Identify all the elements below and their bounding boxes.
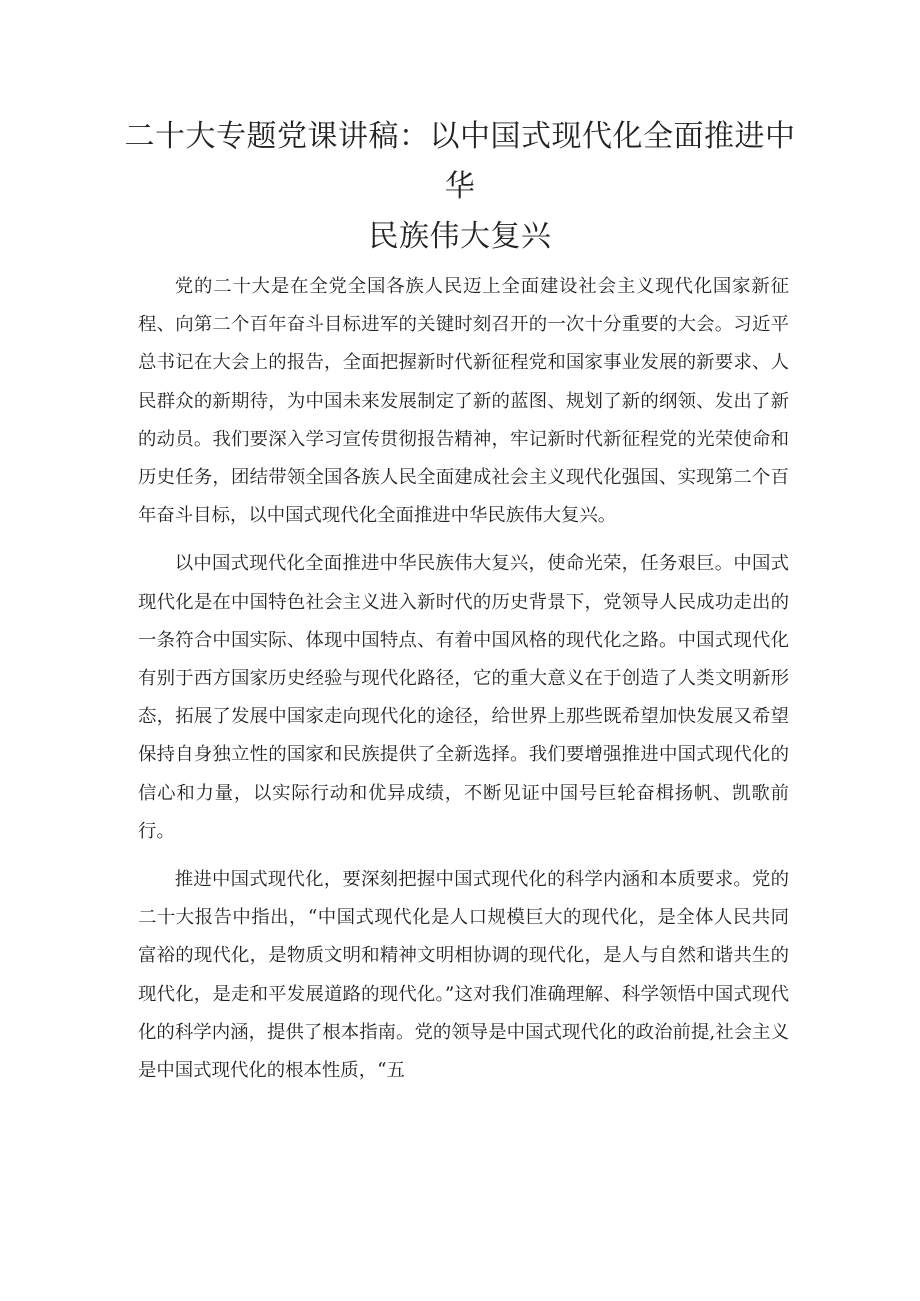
document-title (120, 112, 800, 262)
document-body (138, 268, 789, 1100)
paragraph-2: 以中国式现代化全面推进中华民族伟大复兴，使命光荣，任务艰巨。中国式现代化是在中国特色社会主义进入新时代的历史背景下，党领导人民成功走出的一条符合中国实际、体现中国特点、有着中国风格的现代化之路。中国式现代化有别于西方国家历史经验与现代化路径，它的重大意义在于创造了人类文明新形态，拓展了发展中国家走向现代化的途径，给世界上那些既希望加快发展又希望保持自身独立性的国家和民族提供了全新选择。我们要增强推进中国式现代化的信心和力量，以实际行动和优异成绩，不断见证中国号巨轮奋楫扬帆、凯歌前行。 (138, 553, 789, 842)
title-line-1: 二十大专题党课讲稿：以中国式现代化全面推进中华 (124, 119, 796, 204)
paragraph-3: 推进中国式现代化，要深刻把握中国式现代化的科学内涵和本质要求。党的二十大报告中指出，“中国式现代化是人口规模巨大的现代化，是全体人民共同富裕的现代化，是物质文明和精神文明相协调的现代化，是人与自然和谐共生的现代化，是走和平发展道路的现代化。”这对我们准确理解、科学领悟中国式现代化的科学内涵，提供了根本指南。党的领导是中国式现代化的政治前提,社会主义是中国式现代化的根本性质，“五 (138, 869, 789, 1082)
title-line-2: 民族伟大复兴 (368, 219, 552, 254)
paragraph-1: 党的二十大是在全党全国各族人民迈上全面建设社会主义现代化国家新征程、向第二个百年奋斗目标进军的关键时刻召开的一次十分重要的大会。习近平总书记在大会上的报告，全面把握新时代新征程党和国家事业发展的新要求、人民群众的新期待，为中国未来发展制定了新的蓝图、规划了新的纲领、发出了新的动员。我们要深入学习宣传贯彻报告精神，牢记新时代新征程党的光荣使命和历史任务，团结带领全国各族人民全面建成社会主义现代化强国、实现第二个百年奋斗目标，以中国式现代化全面推进中华民族伟大复兴。 (138, 276, 789, 527)
